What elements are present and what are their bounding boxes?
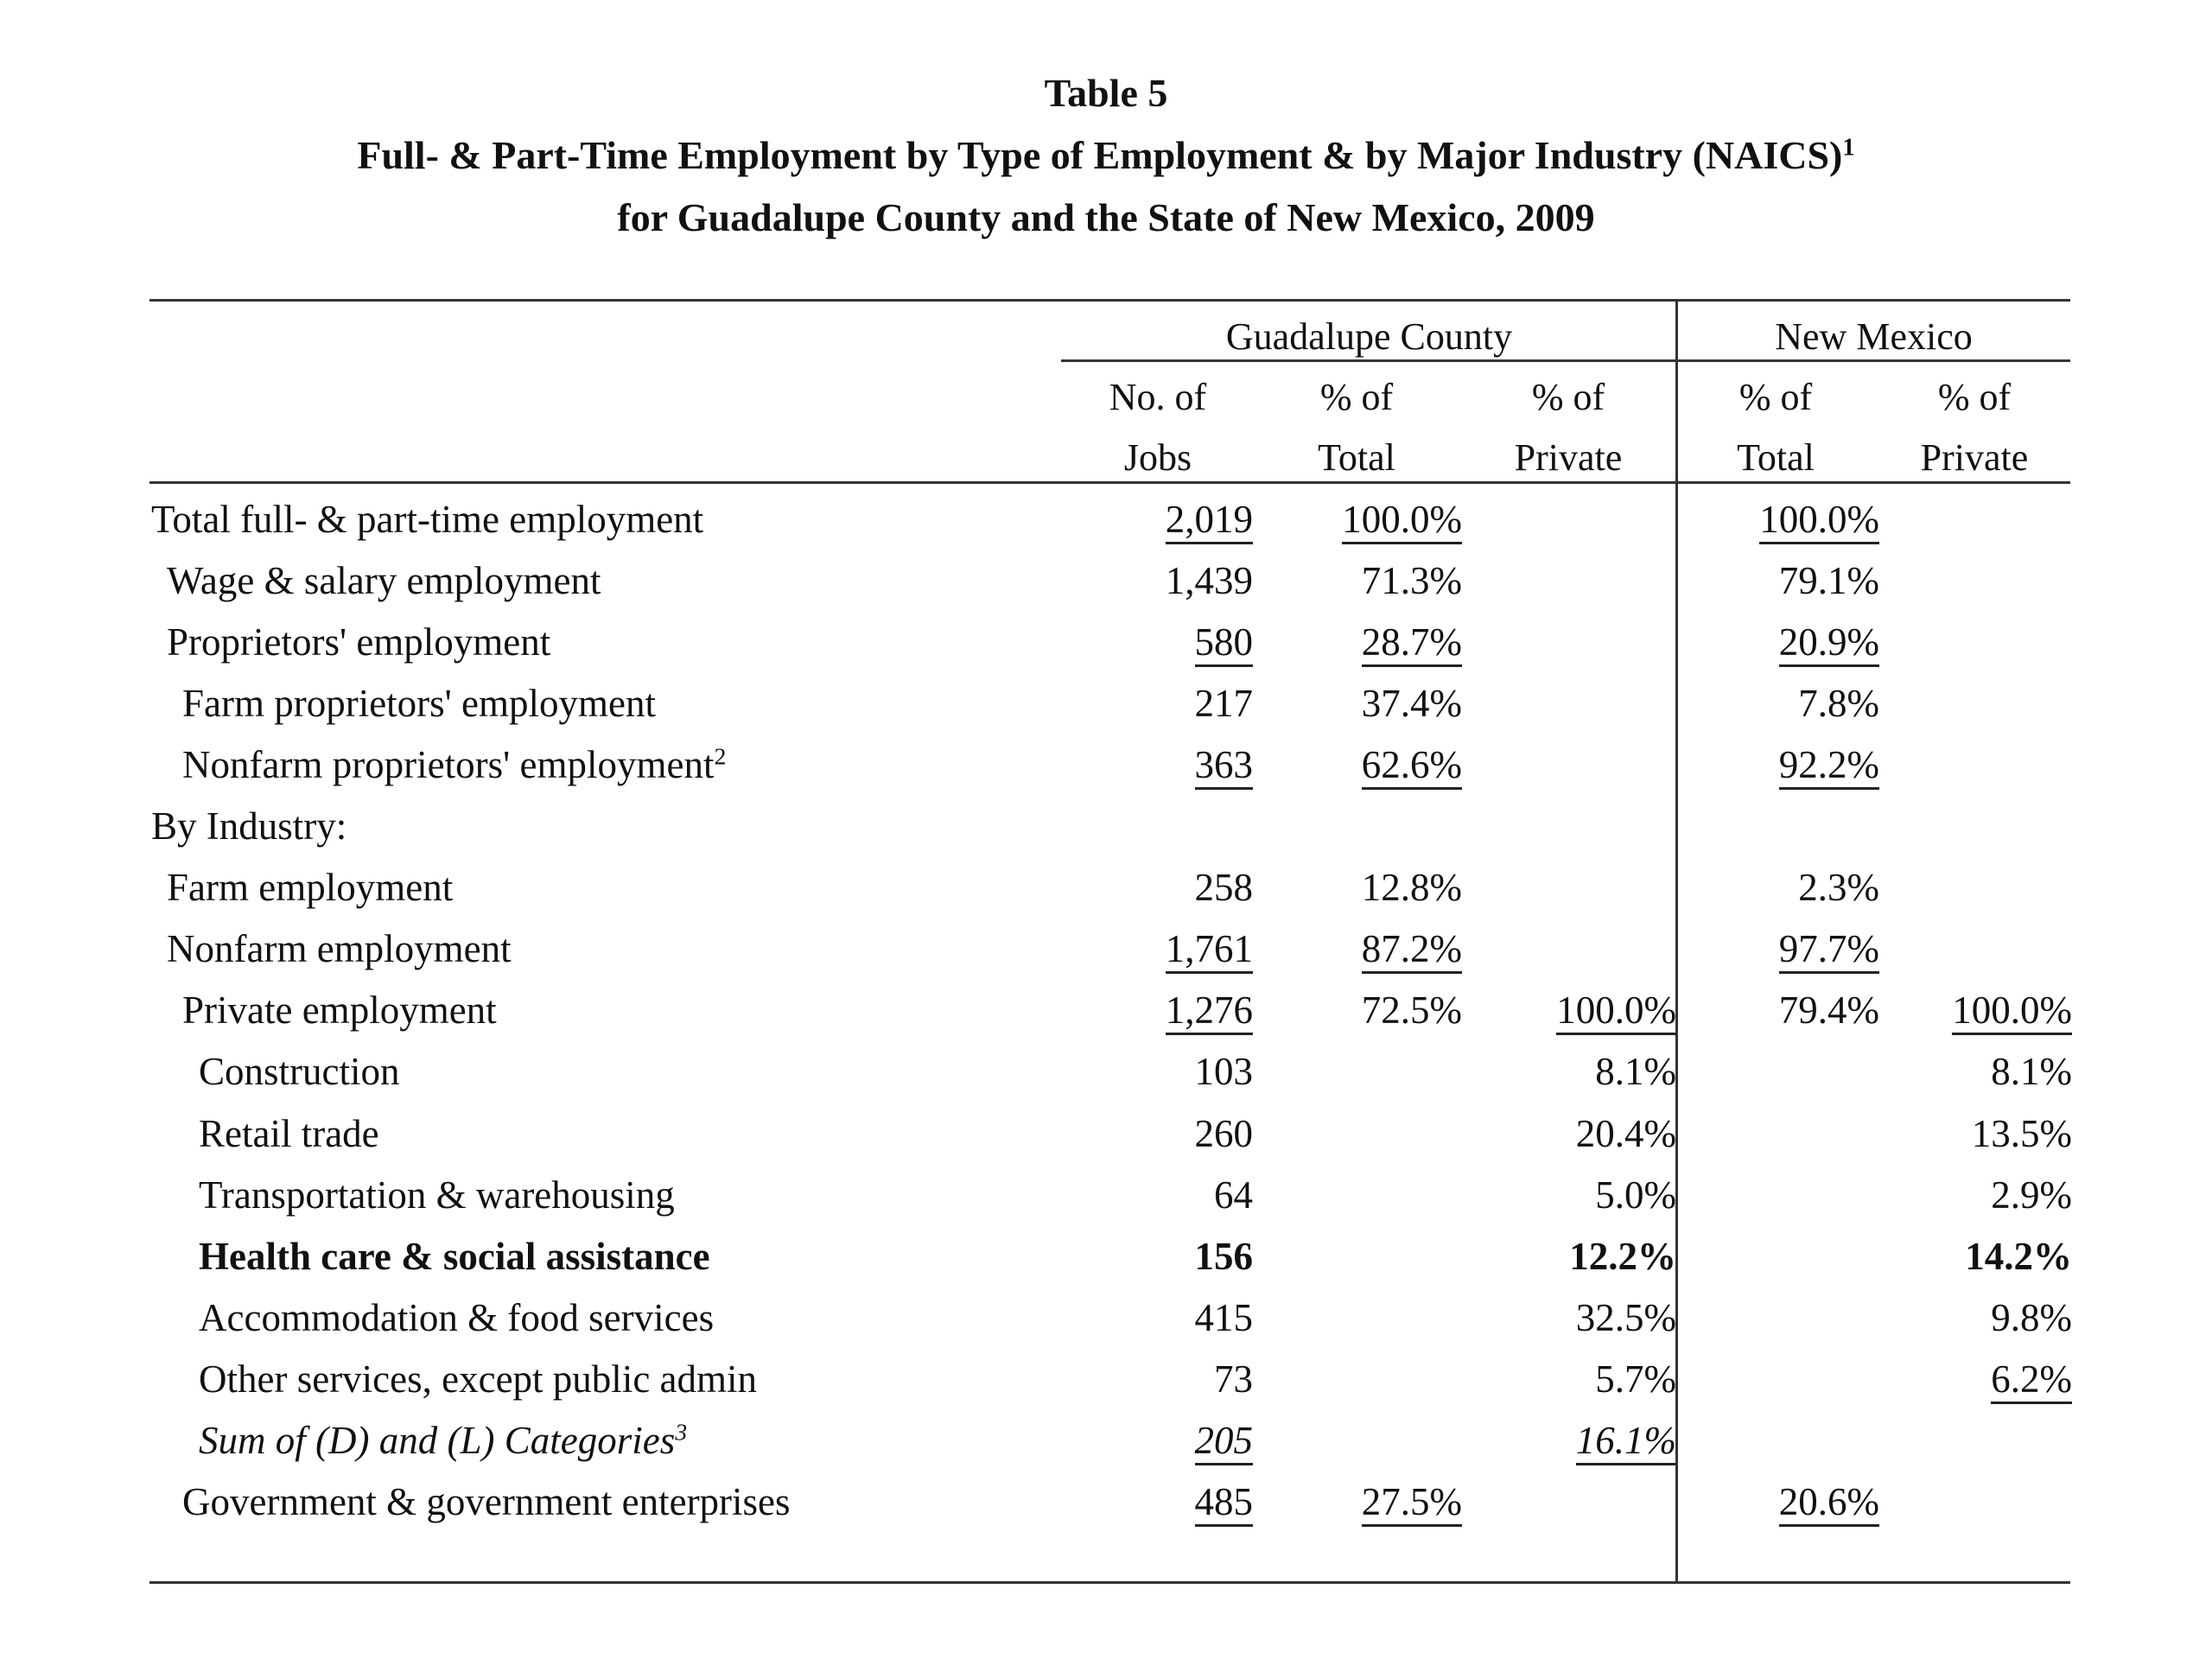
col-header-nm-total-line1: % of	[1738, 376, 1813, 418]
row-label-text: Private employment	[182, 988, 497, 1032]
row-label	[199, 1292, 714, 1344]
col-header-nm-private-line2: Private	[1920, 436, 2029, 479]
row-label-text: Farm employment	[167, 866, 454, 909]
table-title	[0, 124, 2212, 187]
cell-nm-private	[1965, 1230, 2072, 1282]
table-row	[0, 1230, 2212, 1292]
cell-nm-private	[1991, 1046, 2072, 1097]
cell-jobs	[1195, 861, 1254, 913]
cell-jobs	[1166, 923, 1253, 975]
table-row	[0, 739, 2212, 800]
cell-county-total-value: 100.0%	[1342, 498, 1462, 544]
cell-jobs	[1195, 1414, 1254, 1466]
table-title-footnote-mark: 1	[1842, 134, 1855, 162]
cell-jobs	[1214, 1169, 1253, 1221]
col-header-nm-total	[1689, 373, 1862, 482]
row-label	[199, 1230, 710, 1282]
cell-county-total-value: 12.8%	[1361, 866, 1462, 909]
row-label-text: By Industry:	[151, 804, 347, 848]
cell-county-private	[1595, 1353, 1676, 1405]
table-row	[0, 1169, 2212, 1230]
col-header-county-private-line1: % of	[1531, 376, 1605, 418]
cell-nm-total-value: 2.3%	[1798, 866, 1879, 909]
cell-jobs-value: 415	[1194, 1296, 1253, 1339]
cell-jobs-value: 363	[1195, 743, 1254, 790]
col-header-jobs	[1071, 373, 1244, 482]
row-label-text: Government & government enterprises	[182, 1480, 791, 1523]
cell-county-private-value: 5.7%	[1595, 1357, 1676, 1401]
row-label-text: Farm proprietors' employment	[182, 682, 656, 725]
cell-county-total-value: 87.2%	[1362, 927, 1462, 974]
cell-county-total-value: 71.3%	[1361, 559, 1462, 602]
cell-jobs	[1195, 677, 1254, 729]
cell-jobs-value: 103	[1194, 1050, 1253, 1093]
cell-county-private	[1595, 1169, 1676, 1221]
cell-county-total	[1362, 984, 1462, 1036]
cell-jobs-value: 205	[1195, 1419, 1254, 1465]
cell-jobs	[1195, 739, 1254, 791]
row-label	[182, 1476, 791, 1528]
cell-nm-private	[1991, 1169, 2072, 1221]
row-label	[167, 923, 512, 975]
cell-county-total-value: 72.5%	[1361, 988, 1462, 1032]
col-header-nm-private-line1: % of	[1937, 376, 2012, 418]
cell-nm-total	[1779, 739, 1879, 791]
cell-jobs-value: 485	[1195, 1480, 1254, 1527]
row-label	[151, 800, 346, 852]
cell-jobs	[1195, 1046, 1254, 1097]
cell-county-private-value: 16.1%	[1576, 1419, 1676, 1465]
col-header-nm-total-line2: Total	[1737, 436, 1815, 479]
table-row	[0, 923, 2212, 984]
cell-jobs	[1195, 1476, 1254, 1528]
bottom-rule	[149, 1581, 2070, 1584]
cell-nm-private-value: 9.8%	[1991, 1296, 2072, 1339]
col-header-county-total-line2: Total	[1318, 436, 1395, 479]
cell-county-total	[1362, 616, 1462, 668]
row-label-text: Retail trade	[199, 1112, 379, 1155]
cell-county-private	[1595, 1046, 1676, 1097]
table-title-block	[0, 62, 2212, 249]
table-number: Table 5	[1044, 71, 1168, 115]
cell-county-private-value: 8.1%	[1595, 1050, 1676, 1093]
row-label	[167, 616, 550, 668]
table-row	[0, 616, 2212, 677]
row-label	[199, 1046, 400, 1097]
cell-county-private	[1556, 984, 1676, 1036]
cell-nm-total-value: 100.0%	[1759, 498, 1879, 544]
row-label-text: Nonfarm employment	[167, 927, 512, 970]
cell-county-total	[1362, 555, 1462, 607]
col-header-nm-private	[1888, 373, 2061, 482]
cell-nm-private-value: 8.1%	[1991, 1050, 2072, 1093]
cell-nm-private-value: 100.0%	[1952, 988, 2072, 1035]
table-subtitle: for Guadalupe County and the State of New Mexico, 2009	[617, 195, 1595, 239]
cell-jobs-value: 73	[1214, 1357, 1253, 1401]
cell-county-total-value: 28.7%	[1362, 620, 1462, 667]
cell-jobs	[1166, 555, 1253, 607]
cell-jobs-value: 260	[1194, 1112, 1253, 1155]
cell-nm-total-value: 97.7%	[1779, 927, 1879, 974]
table-row	[0, 677, 2212, 739]
cell-nm-total	[1798, 861, 1879, 913]
cell-jobs	[1195, 1230, 1254, 1282]
cell-county-private	[1569, 1230, 1676, 1282]
cell-county-total	[1362, 677, 1462, 729]
cell-jobs-value: 1,761	[1166, 927, 1253, 974]
cell-county-private	[1576, 1292, 1676, 1344]
cell-nm-private-value: 14.2%	[1965, 1235, 2072, 1278]
table-row	[0, 984, 2212, 1046]
cell-county-private-value: 20.4%	[1575, 1112, 1676, 1155]
cell-nm-private-value: 13.5%	[1971, 1112, 2072, 1155]
col-header-county-private	[1482, 373, 1655, 482]
row-label-text: Construction	[199, 1050, 400, 1093]
cell-jobs	[1166, 984, 1253, 1036]
cell-county-private	[1576, 1414, 1676, 1466]
table-row	[0, 1108, 2212, 1169]
cell-jobs-value: 2,019	[1166, 498, 1253, 544]
cell-county-private-value: 32.5%	[1575, 1296, 1676, 1339]
cell-county-total	[1362, 1476, 1462, 1528]
group-header-guadalupe: Guadalupe County	[1225, 315, 1513, 358]
col-header-county-total-line1: % of	[1319, 376, 1394, 418]
cell-jobs-value: 258	[1194, 866, 1253, 909]
table-row	[0, 861, 2212, 923]
table-row	[0, 1414, 2212, 1476]
row-label	[151, 493, 703, 545]
row-label	[182, 677, 656, 729]
cell-jobs-value: 1,276	[1166, 988, 1253, 1035]
row-label	[199, 1414, 687, 1466]
row-label	[199, 1353, 757, 1405]
table-row	[0, 1292, 2212, 1353]
top-rule	[149, 299, 2070, 302]
cell-jobs	[1195, 1292, 1254, 1344]
col-header-jobs-line1: No. of	[1109, 376, 1207, 418]
cell-nm-private-value: 6.2%	[1991, 1357, 2072, 1404]
cell-county-private-value: 5.0%	[1595, 1173, 1676, 1217]
cell-county-total-value: 62.6%	[1362, 743, 1462, 790]
cell-nm-private-value: 2.9%	[1991, 1173, 2072, 1217]
row-label-text: Transportation & warehousing	[199, 1173, 675, 1217]
row-label-text: Wage & salary employment	[167, 559, 601, 602]
cell-nm-total	[1779, 923, 1879, 975]
table-row	[0, 800, 2212, 861]
row-label	[199, 1108, 379, 1160]
cell-nm-total-value: 7.8%	[1798, 682, 1879, 725]
table-row	[0, 493, 2212, 555]
cell-jobs	[1195, 616, 1254, 668]
cell-nm-total-value: 20.6%	[1779, 1480, 1879, 1527]
cell-nm-total-value: 92.2%	[1779, 743, 1879, 790]
cell-nm-private	[1991, 1292, 2072, 1344]
cell-nm-total	[1759, 493, 1879, 545]
table-row	[0, 1353, 2212, 1414]
cell-county-private	[1576, 1108, 1676, 1160]
cell-nm-total	[1779, 1476, 1879, 1528]
row-label	[182, 984, 497, 1036]
col-header-county-total	[1270, 373, 1443, 482]
cell-county-private-value: 100.0%	[1556, 988, 1676, 1035]
row-label-text: Proprietors' employment	[167, 620, 551, 664]
cell-county-total	[1362, 861, 1462, 913]
cell-jobs-value: 156	[1194, 1235, 1253, 1278]
table-title-text: Full- & Part-Time Employment by Type of Employment & by Major Industry (NAICS)	[357, 133, 1843, 177]
cell-nm-private	[1991, 1353, 2072, 1405]
row-label	[167, 861, 453, 913]
cell-nm-total	[1779, 555, 1879, 607]
row-label	[182, 739, 726, 791]
row-label	[199, 1169, 675, 1221]
cell-county-total	[1362, 739, 1462, 791]
cell-jobs	[1195, 1108, 1254, 1160]
row-label-text: Other services, except public admin	[199, 1357, 758, 1401]
col-header-county-private-line2: Private	[1514, 436, 1623, 479]
cell-county-total	[1362, 923, 1462, 975]
row-label	[167, 555, 601, 607]
row-label-text: Nonfarm proprietors' employment	[182, 743, 715, 786]
cell-county-total-value: 27.5%	[1362, 1480, 1462, 1527]
footnote-mark: 3	[675, 1419, 688, 1446]
group-header-new-mexico: New Mexico	[1775, 315, 1973, 358]
footnote-mark: 2	[714, 743, 727, 771]
cell-jobs-value: 217	[1194, 682, 1253, 725]
cell-nm-private	[1952, 984, 2072, 1036]
cell-nm-total-value: 79.4%	[1778, 988, 1879, 1032]
cell-nm-total	[1798, 677, 1879, 729]
table-row	[0, 1046, 2212, 1107]
cell-jobs	[1166, 493, 1253, 545]
cell-nm-total	[1779, 984, 1879, 1036]
row-label-text: Sum of (D) and (L) Categories	[199, 1419, 676, 1462]
row-label-text: Total full- & part-time employment	[151, 498, 704, 541]
cell-jobs-value: 64	[1214, 1173, 1253, 1217]
col-header-jobs-line2: Jobs	[1123, 436, 1192, 479]
cell-jobs-value: 580	[1195, 620, 1254, 667]
row-label-text: Accommodation & food services	[199, 1296, 715, 1339]
cell-county-total-value: 37.4%	[1361, 682, 1462, 725]
cell-jobs-value: 1,439	[1165, 559, 1253, 602]
row-label-text: Health care & social assistance	[199, 1235, 710, 1278]
cell-nm-total-value: 20.9%	[1779, 620, 1879, 667]
cell-county-private-value: 12.2%	[1569, 1235, 1676, 1278]
cell-nm-total-value: 79.1%	[1778, 559, 1879, 602]
cell-jobs	[1214, 1353, 1253, 1405]
table-row	[0, 1476, 2212, 1537]
cell-county-total	[1342, 493, 1462, 545]
cell-nm-private	[1972, 1108, 2072, 1160]
cell-nm-total	[1779, 616, 1879, 668]
table-row	[0, 555, 2212, 616]
